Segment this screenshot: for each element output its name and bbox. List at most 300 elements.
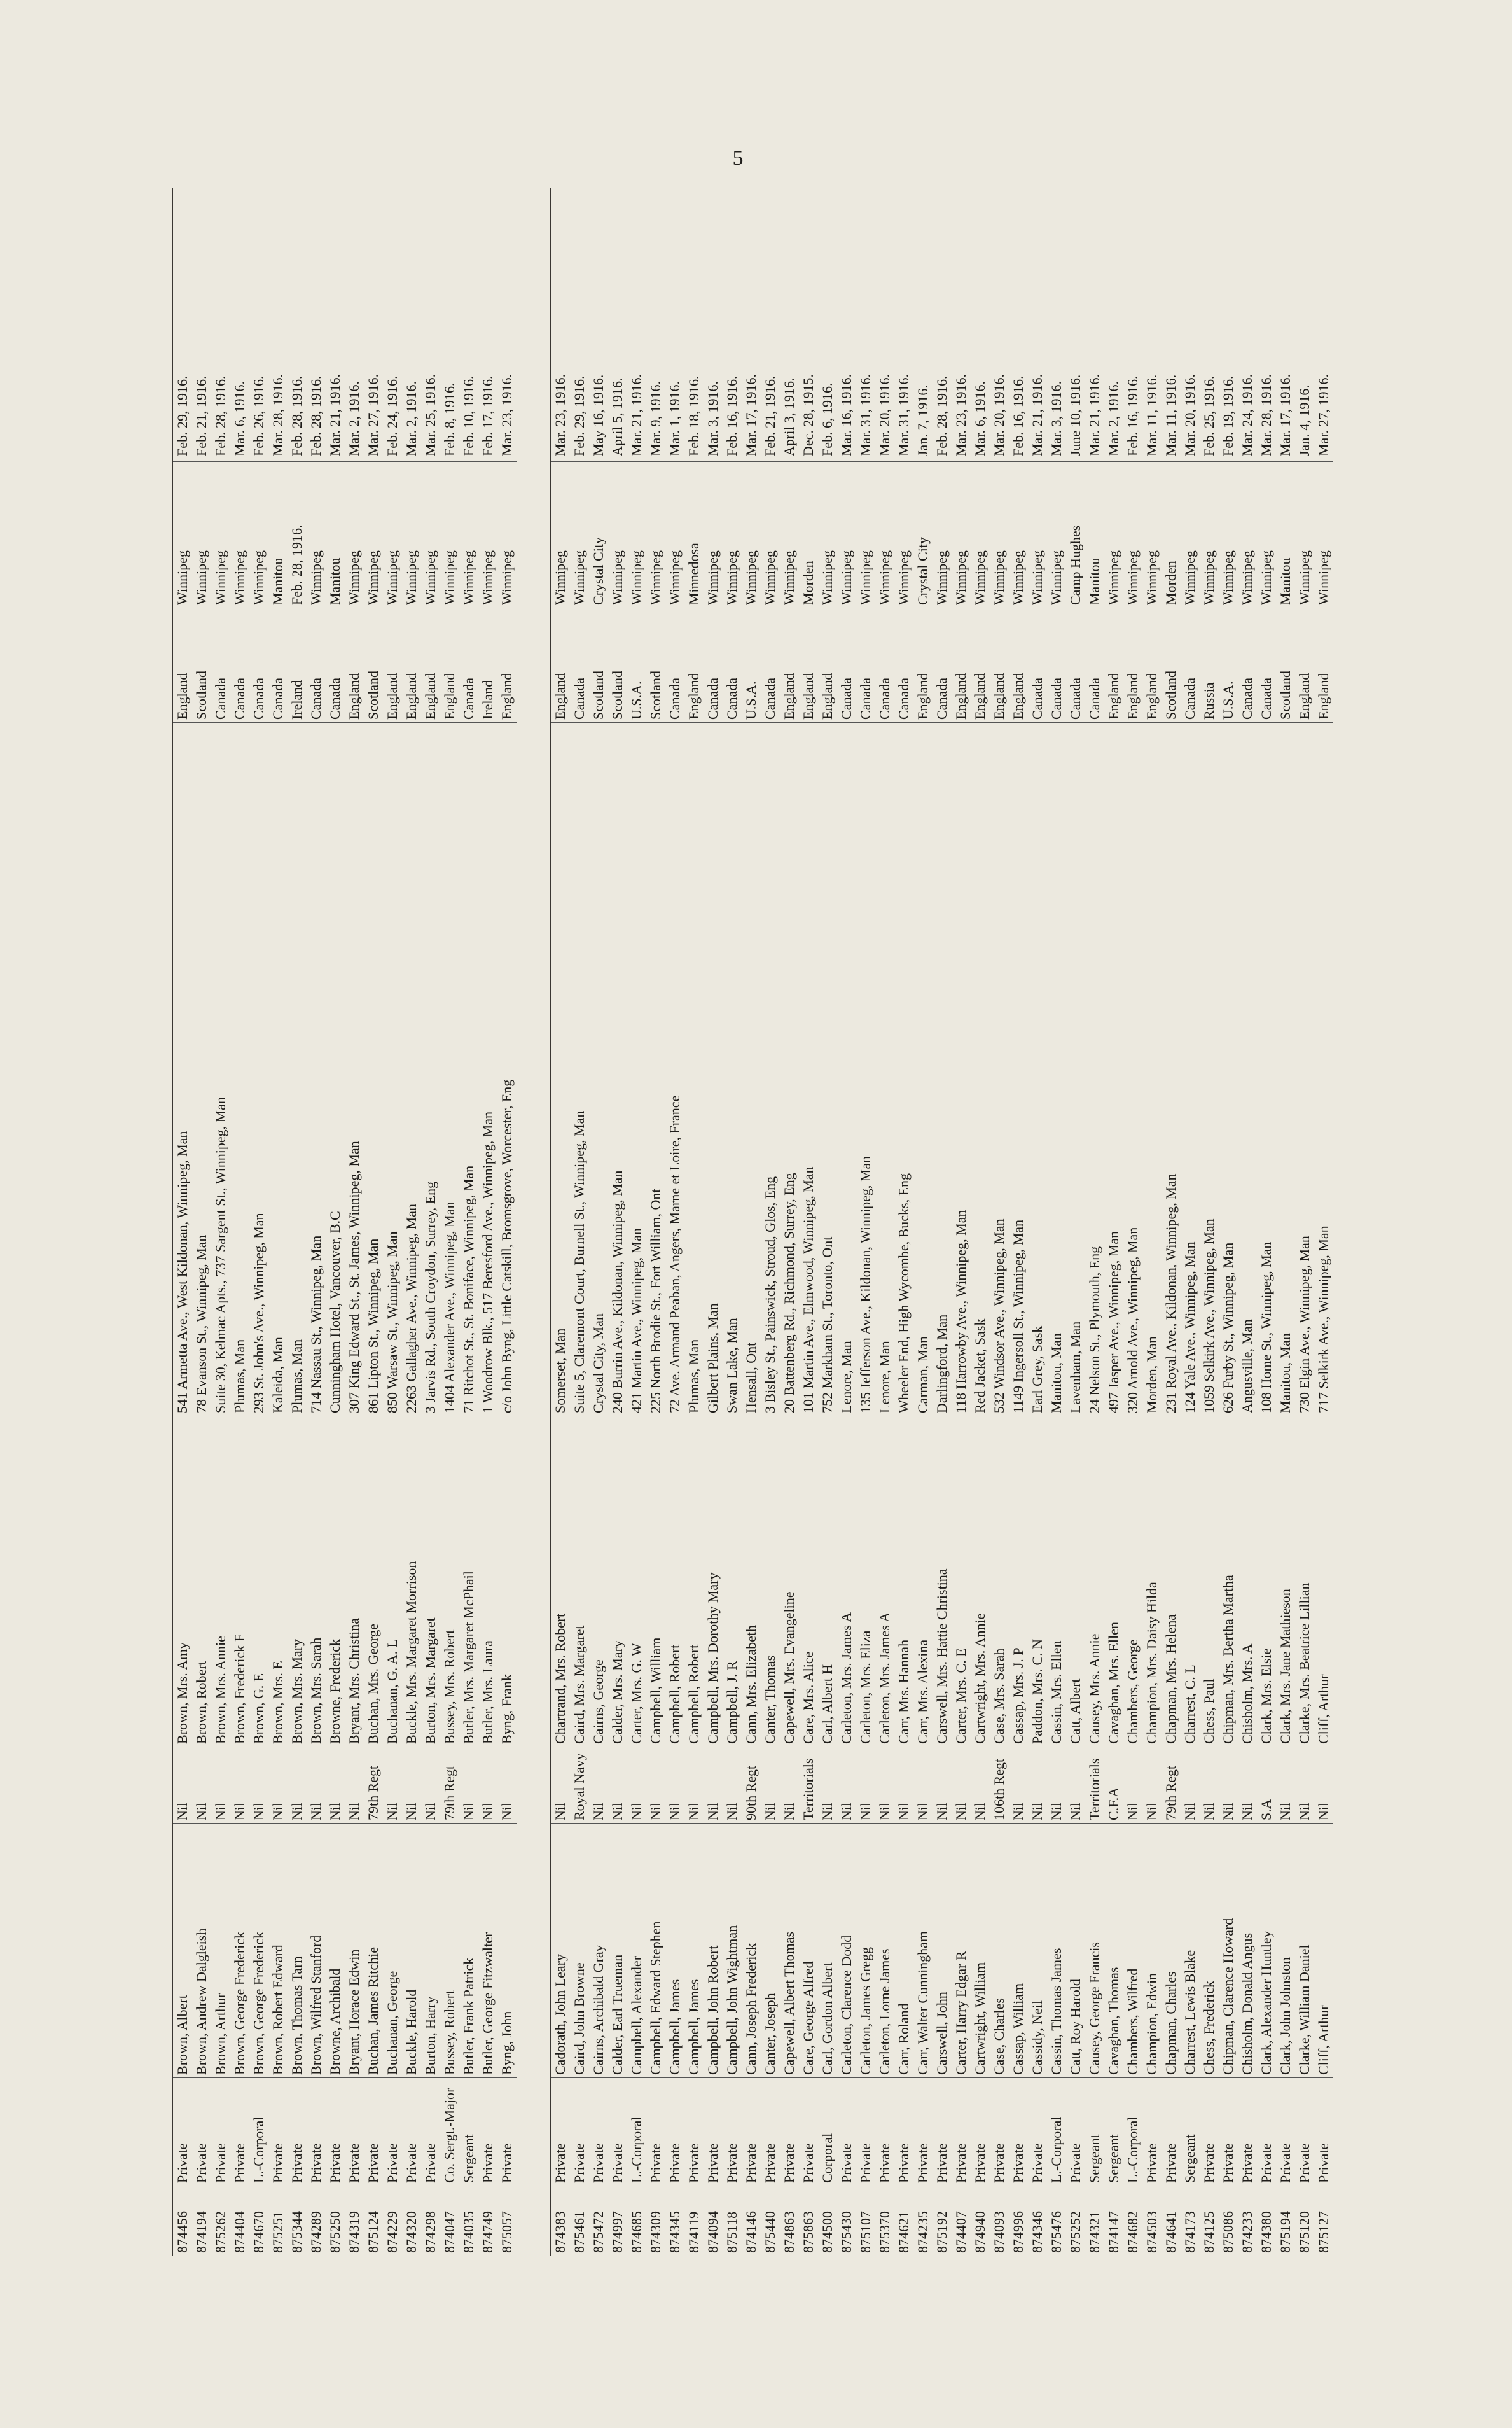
former-corps-cell: Nil (1219, 1747, 1238, 1823)
regimental-number-cell: 874194 (193, 2211, 209, 2253)
place-of-enlistment-cell: Winnipeg (249, 461, 268, 608)
place-of-enlistment-cell: Winnipeg (497, 461, 517, 608)
country-of-birth-cell: England (780, 608, 799, 722)
table-row (894, 188, 913, 2256)
enlistment-date-cell: Mar. 2, 1916. (403, 381, 419, 456)
place-of-enlistment-cell: Winnipeg (627, 461, 646, 608)
place-of-enlistment-cell: Winnipeg (608, 461, 627, 608)
next-of-kin-cell: Butler, Mrs. Laura (478, 1416, 497, 1747)
country-of-birth-cell: England (345, 608, 364, 722)
next-of-kin-cell: Calder, Mrs. Mary (608, 1416, 627, 1747)
place-of-enlistment-cell: Winnipeg (1047, 461, 1066, 608)
enlistment-date-cell: Mar. 20, 1916. (991, 374, 1007, 456)
place-of-enlistment-cell: Winnipeg (1181, 461, 1200, 608)
next-of-kin-address-cell: 1404 Alexander Ave., Winnipeg, Man (440, 722, 459, 1416)
rank-cell: Private (478, 2077, 497, 2186)
next-of-kin-address-cell: Gilbert Plains, Man (704, 722, 723, 1416)
place-of-enlistment-cell: Winnipeg (345, 461, 364, 608)
soldier-name-cell: Carleton, James Gregg (856, 1823, 875, 2077)
place-of-enlistment-cell: Winnipeg (421, 461, 440, 608)
table-row (1257, 188, 1276, 2256)
former-corps-cell: Nil (421, 1747, 440, 1823)
former-corps-cell: Nil (589, 1747, 608, 1823)
soldier-name-cell: Causey, George Francis (1085, 1823, 1104, 2077)
enlistment-date-cell: Mar. 3, 1916. (1048, 381, 1064, 456)
enlistment-date-cell: Mar. 11, 1916. (1163, 374, 1179, 456)
country-of-birth-cell: Canada (723, 608, 742, 722)
regimental-number-cell: 874685 (628, 2211, 644, 2253)
country-of-birth-cell: Canada (933, 608, 952, 722)
next-of-kin-address-cell: c/o John Byng, Little Catskill, Bromsgrove, Worcester, Eng (497, 722, 517, 1416)
regimental-number-cell: 875124 (365, 2211, 381, 2253)
next-of-kin-cell: Brown, Frederick F (230, 1416, 249, 1747)
place-of-enlistment-cell: Winnipeg (971, 461, 990, 608)
rank-cell: Private (421, 2077, 440, 2186)
next-of-kin-cell: Charrest, C. L (1181, 1416, 1200, 1747)
country-of-birth-cell: Scotland (1162, 608, 1181, 722)
place-of-enlistment-cell: Winnipeg (990, 461, 1009, 608)
place-of-enlistment-cell: Winnipeg (1314, 461, 1333, 608)
country-of-birth-cell: Scotland (608, 608, 627, 722)
place-of-enlistment-cell: Winnipeg (1028, 461, 1047, 608)
place-of-enlistment-cell: Manitou (1276, 461, 1295, 608)
country-of-birth-cell: Scotland (646, 608, 665, 722)
next-of-kin-cell: Care, Mrs. Alice (799, 1416, 818, 1747)
rank-cell: Private (345, 2077, 364, 2186)
enlistment-date-cell: April 5, 1916. (609, 377, 625, 456)
next-of-kin-cell: Cassap, Mrs. J. P (1009, 1416, 1028, 1747)
rank-cell: Private (570, 2077, 589, 2186)
soldier-name-cell: Carleton, Lorne James (875, 1823, 894, 2077)
enlistment-date-cell: Feb. 16, 1916. (724, 375, 740, 456)
enlistment-date-cell: Feb. 24, 1916. (384, 375, 400, 456)
place-of-enlistment-cell: Winnipeg (665, 461, 684, 608)
regimental-number-cell: 874500 (819, 2211, 835, 2253)
enlistment-date-cell: Mar. 31, 1916. (857, 374, 873, 456)
rank-cell: Private (723, 2077, 742, 2186)
regimental-number-cell: 875057 (499, 2211, 515, 2253)
place-of-enlistment-cell: Winnipeg (875, 461, 894, 608)
former-corps-cell: Nil (684, 1747, 704, 1823)
next-of-kin-address-cell: Cunningham Hotel, Vancouver, B.C (326, 722, 345, 1416)
rank-cell: L.-Corporal (627, 2077, 646, 2186)
place-of-enlistment-cell: Winnipeg (570, 461, 589, 608)
next-of-kin-address-cell: 850 Warsaw St., Winnipeg, Man (383, 722, 402, 1416)
country-of-birth-cell: Canada (837, 608, 856, 722)
enlistment-date-cell: Feb. 19, 1916. (1220, 375, 1236, 456)
table-row (288, 188, 307, 2256)
rank-cell: Sergeant (1104, 2077, 1123, 2186)
former-corps-cell: Nil (230, 1747, 249, 1823)
table-row (952, 188, 971, 2256)
table-row (818, 188, 837, 2256)
table-row (723, 188, 742, 2256)
soldier-name-cell: Burton, Harry (421, 1823, 440, 2077)
former-corps-cell: Nil (402, 1747, 421, 1823)
next-of-kin-cell: Buchan, Mrs. George (364, 1416, 383, 1747)
next-of-kin-cell: Champion, Mrs. Daisy Hilda (1142, 1416, 1162, 1747)
former-corps-cell: S.A (1257, 1747, 1276, 1823)
regimental-number-cell: 875252 (1067, 2211, 1083, 2253)
next-of-kin-cell: Clark, Mrs. Jane Mathieson (1276, 1416, 1295, 1747)
enlistment-date-cell: Mar. 9, 1916. (648, 381, 663, 456)
country-of-birth-cell: Canada (1257, 608, 1276, 722)
next-of-kin-cell: Brown, Mrs. Annie (211, 1416, 230, 1747)
former-corps-cell: Nil (288, 1747, 307, 1823)
next-of-kin-address-cell: 72 Ave. Armand Peaban, Angers, Marne et Loire, France (665, 722, 684, 1416)
soldier-name-cell: Bryant, Horace Edwin (345, 1823, 364, 2077)
next-of-kin-address-cell: 730 Elgin Ave., Winnipeg, Man (1295, 722, 1314, 1416)
country-of-birth-cell: England (497, 608, 517, 722)
soldier-name-cell: Butler, Frank Patrick (459, 1823, 478, 2077)
next-of-kin-address-cell: Darlingford, Man (933, 722, 952, 1416)
regimental-number-cell: 875472 (590, 2211, 606, 2253)
roster-section (172, 188, 517, 2256)
table-row (326, 188, 345, 2256)
place-of-enlistment-cell: Feb. 28, 1916. (288, 461, 307, 608)
place-of-enlistment-cell: Winnipeg (837, 461, 856, 608)
next-of-kin-cell: Brown, Robert (192, 1416, 211, 1747)
enlistment-date-cell: Feb. 16, 1916. (1010, 375, 1026, 456)
country-of-birth-cell: England (971, 608, 990, 722)
next-of-kin-address-cell: 293 St. John's Ave., Winnipeg, Man (249, 722, 268, 1416)
soldier-name-cell: Care, George Alfred (799, 1823, 818, 2077)
next-of-kin-cell: Capewell, Mrs. Evangeline (780, 1416, 799, 1747)
regimental-number-cell: 874863 (781, 2211, 797, 2253)
soldier-name-cell: Brown, George Frederick (230, 1823, 249, 2077)
former-corps-cell: Nil (913, 1747, 933, 1823)
next-of-kin-address-cell: Hensall, Ont (742, 722, 761, 1416)
soldier-name-cell: Brown, Andrew Dalgleish (192, 1823, 211, 2077)
country-of-birth-cell: Russia (1200, 608, 1219, 722)
former-corps-cell: Territorials (799, 1747, 818, 1823)
next-of-kin-cell: Chipman, Mrs. Bertha Martha (1219, 1416, 1238, 1747)
country-of-birth-cell: England (1104, 608, 1123, 722)
place-of-enlistment-cell: Camp Hughes (1066, 461, 1085, 608)
enlistment-date-cell: Mar. 23, 1916. (499, 374, 515, 456)
next-of-kin-cell: Byng, Frank (497, 1416, 517, 1747)
next-of-kin-address-cell: 24 Nelson St., Plymouth, Eng (1085, 722, 1104, 1416)
rank-cell: Private (1200, 2077, 1219, 2186)
table-row (1238, 188, 1257, 2256)
next-of-kin-cell: Bussey, Mrs. Robert (440, 1416, 459, 1747)
enlistment-date-cell: Feb. 10, 1916. (461, 375, 476, 456)
rank-cell: Private (780, 2077, 799, 2186)
next-of-kin-address-cell: 541 Armetta Ave., West Kildonan, Winnipeg, Man (173, 722, 192, 1416)
place-of-enlistment-cell: Winnipeg (402, 461, 421, 608)
next-of-kin-cell: Buckle, Mrs. Margaret Morrison (402, 1416, 421, 1747)
former-corps-cell: Nil (1028, 1747, 1047, 1823)
country-of-birth-cell: Canada (704, 608, 723, 722)
rank-cell: Private (990, 2077, 1009, 2186)
country-of-birth-cell: Scotland (364, 608, 383, 722)
enlistment-date-cell: Jan. 4, 1916. (1296, 385, 1312, 456)
former-corps-cell: Nil (704, 1747, 723, 1823)
country-of-birth-cell: England (1314, 608, 1333, 722)
country-of-birth-cell: U.S.A. (627, 608, 646, 722)
country-of-birth-cell: Canada (1028, 608, 1047, 722)
next-of-kin-address-cell: 71 Ritchot St., St. Boniface, Winnipeg, Man (459, 722, 478, 1416)
regimental-number-cell: 875251 (270, 2211, 286, 2253)
next-of-kin-cell: Bryant, Mrs. Christina (345, 1416, 364, 1747)
place-of-enlistment-cell: Winnipeg (704, 461, 723, 608)
regimental-number-cell: 875118 (724, 2211, 740, 2253)
table-row (780, 188, 799, 2256)
place-of-enlistment-cell: Winnipeg (459, 461, 478, 608)
place-of-enlistment-cell: Winnipeg (192, 461, 211, 608)
next-of-kin-address-cell: Manitou, Man (1276, 722, 1295, 1416)
rank-cell: Private (268, 2077, 288, 2186)
regimental-number-cell: 874309 (648, 2211, 663, 2253)
table-row (1276, 188, 1295, 2256)
enlistment-date-cell: Feb. 25, 1916. (1201, 375, 1217, 456)
rank-cell: Private (192, 2077, 211, 2186)
regimental-number-cell: 875250 (327, 2211, 343, 2253)
place-of-enlistment-cell: Winnipeg (383, 461, 402, 608)
next-of-kin-cell: Carleton, Mrs. James A (875, 1416, 894, 1747)
table-row (1085, 188, 1104, 2256)
soldier-name-cell: Brown, George Frederick (249, 1823, 268, 2077)
enlistment-date-cell: Mar. 6, 1916. (232, 381, 247, 456)
place-of-enlistment-cell: Manitou (1085, 461, 1104, 608)
rank-cell: Private (933, 2077, 952, 2186)
country-of-birth-cell: Canada (875, 608, 894, 722)
soldier-name-cell: Canter, Joseph (761, 1823, 780, 2077)
country-of-birth-cell: Canada (326, 608, 345, 722)
enlistment-date-cell: Feb. 28, 1916. (212, 375, 228, 456)
next-of-kin-address-cell: 101 Martin Ave., Elmwood, Winnipeg, Man (799, 722, 818, 1416)
place-of-enlistment-cell: Winnipeg (230, 461, 249, 608)
next-of-kin-address-cell: Swan Lake, Man (723, 722, 742, 1416)
enlistment-date-cell: Mar. 23, 1916. (953, 374, 969, 456)
place-of-enlistment-cell: Winnipeg (933, 461, 952, 608)
rank-cell: Private (173, 2077, 192, 2186)
table-row (551, 188, 570, 2256)
rank-cell: Private (288, 2077, 307, 2186)
soldier-name-cell: Cavaghan, Thomas (1104, 1823, 1123, 2077)
table-row (1314, 188, 1333, 2256)
rank-cell: Private (326, 2077, 345, 2186)
next-of-kin-cell: Burton, Mrs. Margaret (421, 1416, 440, 1747)
regimental-number-cell: 874940 (972, 2211, 988, 2253)
table-row (211, 188, 230, 2256)
enlistment-date-cell: Feb. 28, 1916. (934, 375, 950, 456)
soldier-name-cell: Carr, Roland (894, 1823, 913, 2077)
next-of-kin-cell: Browne, Frederick (326, 1416, 345, 1747)
next-of-kin-cell: Carleton, Mrs. James A (837, 1416, 856, 1747)
enlistment-date-cell: April 3, 1916. (781, 377, 797, 456)
soldier-name-cell: Browne, Archibald (326, 1823, 345, 2077)
next-of-kin-address-cell: Lenore, Man (837, 722, 856, 1416)
rank-cell: Private (1066, 2077, 1085, 2186)
next-of-kin-address-cell: Kaleida, Man (268, 722, 288, 1416)
next-of-kin-address-cell: 320 Arnold Ave., Winnipeg, Man (1123, 722, 1142, 1416)
next-of-kin-address-cell: Suite 30, Kelmac Apts., 737 Sargent St., Winnipeg, Man (211, 722, 230, 1416)
rank-cell: Private (1276, 2077, 1295, 2186)
former-corps-cell: Nil (1009, 1747, 1028, 1823)
enlistment-date-cell: Mar. 17, 1916. (743, 374, 759, 456)
next-of-kin-address-cell: 20 Battenberg Rd., Richmond, Surrey, Eng (780, 722, 799, 1416)
soldier-name-cell: Brown, Robert Edward (268, 1823, 288, 2077)
next-of-kin-address-cell: 714 Nassau St., Winnipeg, Man (307, 722, 326, 1416)
former-corps-cell: Nil (952, 1747, 971, 1823)
former-corps-cell: Nil (1142, 1747, 1162, 1823)
next-of-kin-cell: Carleton, Mrs. Eliza (856, 1416, 875, 1747)
table-row (913, 188, 933, 2256)
enlistment-date-cell: Mar. 27, 1916. (365, 374, 381, 456)
soldier-name-cell: Caird, John Browne (570, 1823, 589, 2077)
regimental-number-cell: 875370 (877, 2211, 892, 2253)
regimental-number-cell: 874035 (461, 2211, 476, 2253)
next-of-kin-cell: Carr, Mrs. Alexina (913, 1416, 933, 1747)
next-of-kin-cell: Case, Mrs. Sarah (990, 1416, 1009, 1747)
country-of-birth-cell: England (440, 608, 459, 722)
regimental-number-cell: 874319 (346, 2211, 362, 2253)
table-row (364, 188, 383, 2256)
next-of-kin-cell: Cliff, Arthur (1314, 1416, 1333, 1747)
next-of-kin-address-cell: 108 Home St., Winnipeg, Man (1257, 722, 1276, 1416)
place-of-enlistment-cell: Morden (1162, 461, 1181, 608)
former-corps-cell: Nil (761, 1747, 780, 1823)
next-of-kin-address-cell: Plumas, Man (684, 722, 704, 1416)
next-of-kin-cell: Carter, Mrs. G. W (627, 1416, 646, 1747)
place-of-enlistment-cell: Winnipeg (818, 461, 837, 608)
former-corps-cell: 79th Regt (440, 1747, 459, 1823)
table-row (704, 188, 723, 2256)
regimental-number-cell: 874407 (953, 2211, 969, 2253)
rank-cell: Private (497, 2077, 517, 2186)
place-of-enlistment-cell: Manitou (326, 461, 345, 608)
next-of-kin-cell: Paddon, Mrs. C. N (1028, 1416, 1047, 1747)
table-row (402, 188, 421, 2256)
regimental-number-cell: 874380 (1258, 2211, 1274, 2253)
table-row (875, 188, 894, 2256)
table-row (933, 188, 952, 2256)
soldier-name-cell: Catt, Roy Harold (1066, 1823, 1085, 2077)
next-of-kin-address-cell: Somerset, Man (551, 722, 570, 1416)
next-of-kin-cell: Cavaghan, Mrs. Ellen (1104, 1416, 1123, 1747)
next-of-kin-cell: Carr, Mrs. Hannah (894, 1416, 913, 1747)
next-of-kin-address-cell: 421 Martin Ave., Winnipeg, Man (627, 722, 646, 1416)
soldier-name-cell: Cadorath, John Leary (551, 1823, 570, 2077)
rank-cell: Private (230, 2077, 249, 2186)
former-corps-cell: Nil (1200, 1747, 1219, 1823)
next-of-kin-address-cell: Lavenham, Man (1066, 722, 1085, 1416)
rank-cell: L.-Corporal (1047, 2077, 1066, 2186)
place-of-enlistment-cell: Morden (799, 461, 818, 608)
former-corps-cell: Territorials (1085, 1747, 1104, 1823)
former-corps-cell: Nil (1181, 1747, 1200, 1823)
country-of-birth-cell: Canada (211, 608, 230, 722)
next-of-kin-address-cell: Manitou, Man (1047, 722, 1066, 1416)
regimental-number-cell: 875120 (1296, 2211, 1312, 2253)
enlistment-date-cell: Feb. 21, 1916. (193, 375, 209, 456)
regimental-number-cell: 874125 (1201, 2211, 1217, 2253)
regimental-number-cell: 874146 (743, 2211, 759, 2253)
enlistment-date-cell: Mar. 21, 1916. (628, 374, 644, 456)
regimental-number-cell: 874298 (422, 2211, 438, 2253)
next-of-kin-cell: Brown, Mrs. Mary (288, 1416, 307, 1747)
rank-cell: Private (856, 2077, 875, 2186)
next-of-kin-address-cell: 307 King Edward St., St. James, Winnipeg, Man (345, 722, 364, 1416)
table-row (570, 188, 589, 2256)
next-of-kin-cell: Carter, Mrs. C. E (952, 1416, 971, 1747)
country-of-birth-cell: England (1123, 608, 1142, 722)
place-of-enlistment-cell: Winnipeg (1123, 461, 1142, 608)
rank-cell: Sergeant (1181, 2077, 1200, 2186)
enlistment-date-cell: Mar. 27, 1916. (1315, 374, 1331, 456)
former-corps-cell: Nil (192, 1747, 211, 1823)
soldier-name-cell: Bussey, Robert (440, 1823, 459, 2077)
rank-cell: Private (364, 2077, 383, 2186)
former-corps-cell: Nil (646, 1747, 665, 1823)
regimental-number-cell: 875863 (800, 2211, 816, 2253)
rank-cell: Private (894, 2077, 913, 2186)
rank-cell: Private (761, 2077, 780, 2186)
former-corps-cell: Nil (249, 1747, 268, 1823)
next-of-kin-cell: Cairns, George (589, 1416, 608, 1747)
country-of-birth-cell: England (383, 608, 402, 722)
rank-cell: Private (307, 2077, 326, 2186)
next-of-kin-address-cell: 717 Selkirk Ave., Winnipeg, Man (1314, 722, 1333, 1416)
next-of-kin-address-cell: Earl Grey, Sask (1028, 722, 1047, 1416)
next-of-kin-cell: Carswell, Mrs. Hattie Christina (933, 1416, 952, 1747)
country-of-birth-cell: England (1009, 608, 1028, 722)
next-of-kin-address-cell: 626 Furby St., Winnipeg, Man (1219, 722, 1238, 1416)
place-of-enlistment-cell: Winnipeg (478, 461, 497, 608)
former-corps-cell: Nil (326, 1747, 345, 1823)
enlistment-date-cell: Feb. 29, 1916. (174, 375, 190, 456)
table-row (589, 188, 608, 2256)
table-row (646, 188, 665, 2256)
soldier-name-cell: Chambers, Wilfred (1123, 1823, 1142, 2077)
enlistment-date-cell: Mar. 20, 1916. (877, 374, 892, 456)
next-of-kin-address-cell: 231 Royal Ave., Kildonan, Winnipeg, Man (1162, 722, 1181, 1416)
next-of-kin-cell: Clarke, Mrs. Beatrice Lillian (1295, 1416, 1314, 1747)
enlistment-date-cell: Feb. 28, 1916. (289, 375, 305, 456)
country-of-birth-cell: Canada (1085, 608, 1104, 722)
enlistment-date-cell: Dec. 28, 1915. (800, 374, 816, 456)
table-row (421, 188, 440, 2256)
enlistment-date-cell: Jan. 7, 1916. (915, 385, 931, 456)
next-of-kin-address-cell: Plumas, Man (288, 722, 307, 1416)
enlistment-date-cell: Mar. 23, 1916. (552, 374, 568, 456)
soldier-name-cell: Cassap, William (1009, 1823, 1028, 2077)
next-of-kin-cell: Chisholm, Mrs. A (1238, 1416, 1257, 1747)
country-of-birth-cell: Canada (307, 608, 326, 722)
enlistment-date-cell: Feb. 16, 1916. (1125, 375, 1141, 456)
former-corps-cell: 90th Regt (742, 1747, 761, 1823)
rank-cell: Private (551, 2077, 570, 2186)
place-of-enlistment-cell: Winnipeg (1219, 461, 1238, 608)
regimental-number-cell: 874996 (1010, 2211, 1026, 2253)
next-of-kin-address-cell: 861 Lipton St., Winnipeg, Man (364, 722, 383, 1416)
country-of-birth-cell: Scotland (589, 608, 608, 722)
regimental-number-cell: 874670 (251, 2211, 267, 2253)
rank-cell: L.-Corporal (1123, 2077, 1142, 2186)
regimental-number-cell: 875086 (1220, 2211, 1236, 2253)
soldier-name-cell: Buckle, Harold (402, 1823, 421, 2077)
rank-cell: Private (1162, 2077, 1181, 2186)
next-of-kin-cell: Cann, Mrs. Elizabeth (742, 1416, 761, 1747)
next-of-kin-cell: Chess, Paul (1200, 1416, 1219, 1747)
rank-cell: Corporal (818, 2077, 837, 2186)
place-of-enlistment-cell: Manitou (268, 461, 288, 608)
place-of-enlistment-cell: Winnipeg (1200, 461, 1219, 608)
table-row (799, 188, 818, 2256)
table-row (1104, 188, 1123, 2256)
rank-cell: Private (383, 2077, 402, 2186)
